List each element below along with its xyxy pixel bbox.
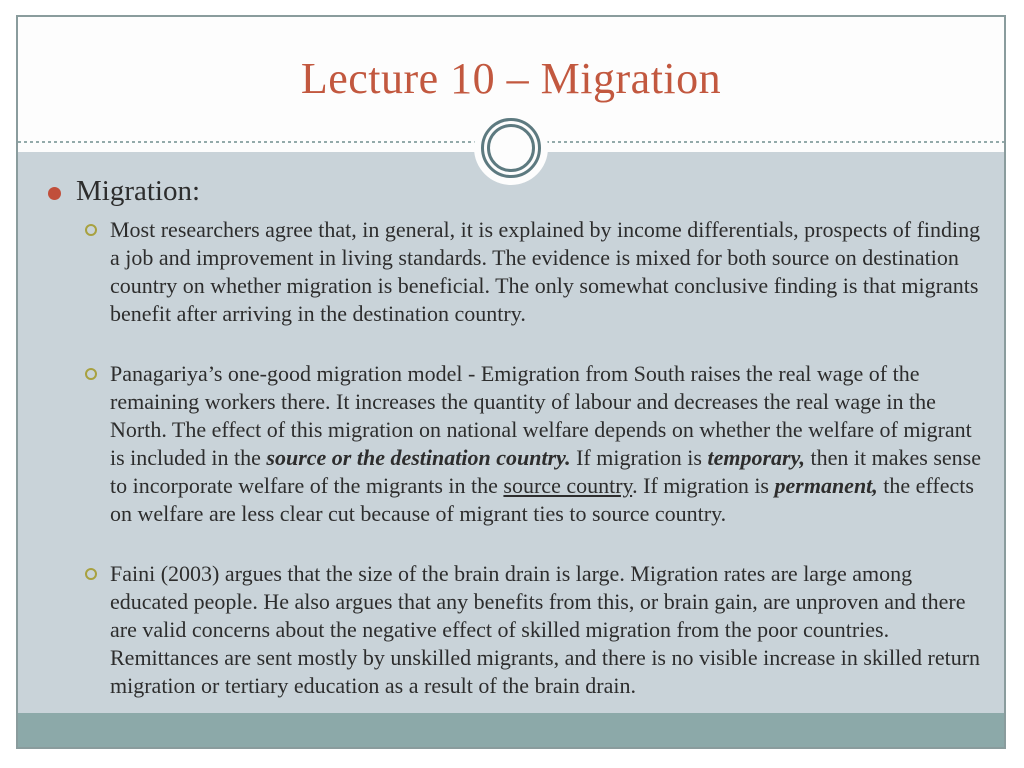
sub-bullet-item-2 [48, 360, 988, 528]
open-circle-bullet-icon [85, 368, 97, 380]
ornament-circle-inner-ring [487, 124, 535, 172]
open-circle-bullet-icon [85, 568, 97, 580]
slide-title: Lecture 10 – Migration [300, 54, 722, 103]
sub-bullet-item-1 [48, 216, 988, 328]
footer-accent-band [18, 713, 1004, 747]
paragraph-most-researchers: Most researchers agree that, in general, it is explained by income differentials, prospects of finding a job and improvement in living standards. The evidence is mixed for both source on destination country on whether migration is beneficial. The only somewhat conclusive finding is that migrants benefit after arriving in the destination country. [110, 217, 981, 326]
presentation-slide [16, 15, 1006, 749]
sub-bullet-item-3 [48, 560, 988, 700]
paragraph-panagariya-model: Panagariya’s one-good migration model - Emigration from South raises the real wage of the remaining workers there. It increases the quantity of labour and decreases the real wage in the North. The effect of this migration on national welfare depends on whether the welfare of migrant is included in the source or the destination country. If migration is temporary, then it makes sense to incorporate welfare of the migrants in the source country. If migration is permanent, the effects on welfare are less clear cut because of migrant ties to source country. [110, 361, 981, 526]
slide-body [18, 152, 1004, 713]
open-circle-bullet-icon [85, 224, 97, 236]
paragraph-faini-brain-drain: Faini (2003) argues that the size of the brain drain is large. Migration rates are large among educated people. He also argues that any benefits from this, or brain gain, are unproven and there are valid concerns about the negative effect of skilled migration from the poor countries. Remittances are sent mostly by unskilled migrants, and there is no visible increase in skilled return migration or tertiary education as a result of the brain drain. [110, 561, 981, 698]
bullet-dot-icon [48, 187, 61, 200]
bullet-heading: Migration: [76, 175, 201, 207]
ornament-circle-icon [481, 118, 541, 178]
